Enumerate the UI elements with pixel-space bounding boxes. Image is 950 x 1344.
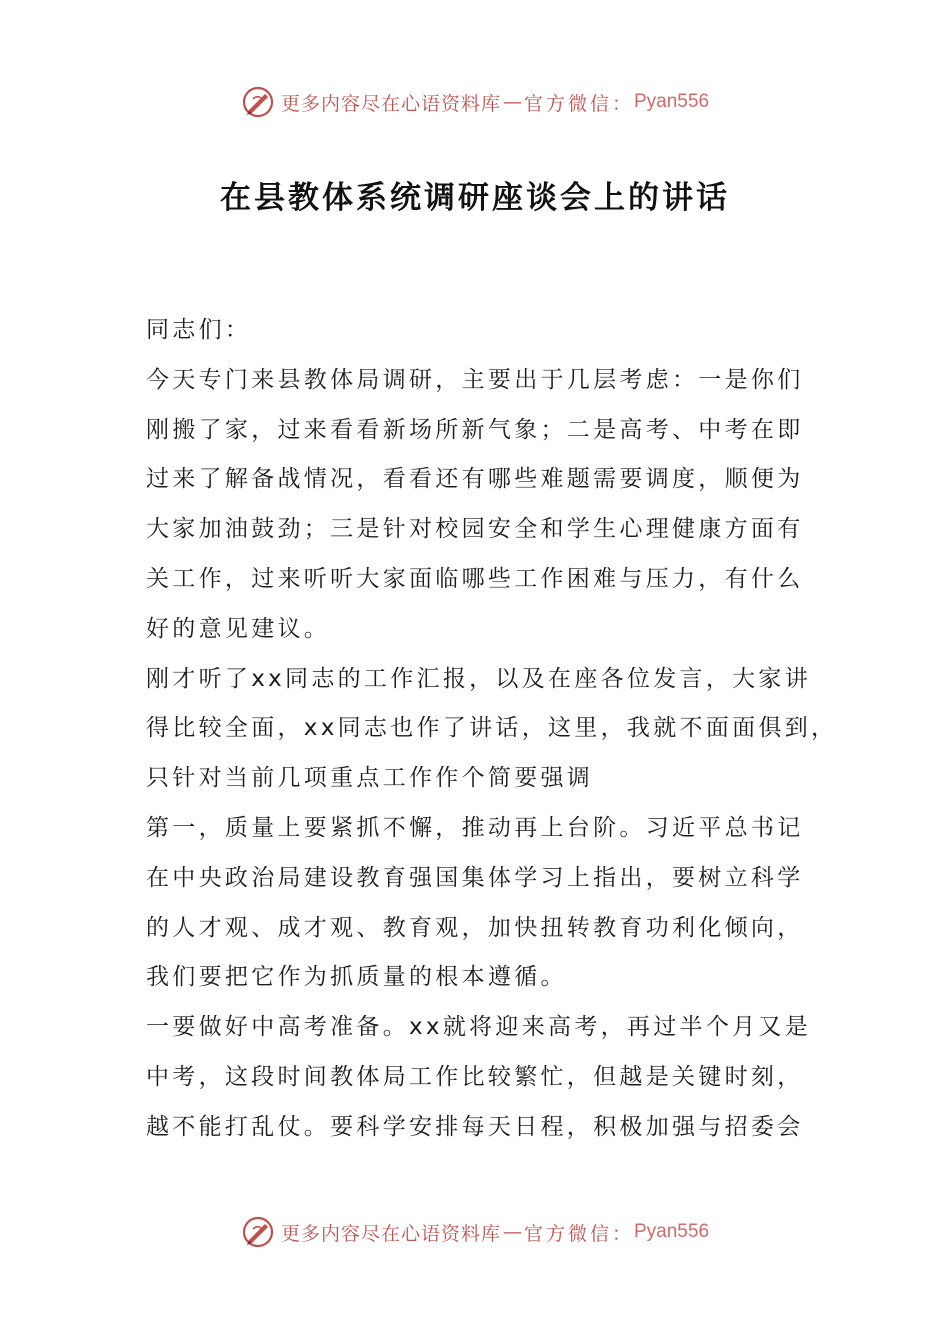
footer-banner [0, 1212, 950, 1252]
body-line: 好的意见建议。 [146, 615, 331, 642]
footer-wechat-label: 官方微信： [523, 1222, 634, 1245]
body-line: 今天专门来县教体局调研，主要出于几层考虑：一是你们 [146, 366, 804, 393]
footer-wechat-id: Pyan556 [634, 1221, 710, 1242]
body-line: 越不能打乱仗。要科学安排每天日程，积极加强与招委会 [146, 1113, 804, 1140]
body-line: 过来了解备战情况，看看还有哪些难题需要调度，顺便为 [146, 466, 804, 493]
body-line: 我们要把它作为抓质量的根本遵循。 [146, 964, 567, 991]
header-wechat-label: 官方微信： [523, 92, 634, 115]
body-line: 只针对当前几项重点工作作个简要强调 [146, 765, 594, 792]
body-line: 刚才听了xx同志的工作汇报，以及在座各位发言，大家讲 [146, 665, 812, 692]
body-line: 一要做好中高考准备。xx就将迎来高考，再过半个月又是 [146, 1014, 812, 1041]
body-line: 第一，质量上要紧抓不懈，推动再上台阶。习近平总书记 [146, 814, 804, 841]
body-line: 刚搬了家，过来看看新场所新气象；二是高考、中考在即 [146, 416, 804, 443]
body-line: 得比较全面，xx同志也作了讲话，这里，我就不面面俱到， [146, 715, 838, 742]
header-banner-text: 更多内容尽在心语资料库 [280, 92, 501, 115]
footer-banner-text: 更多内容尽在心语资料库 [280, 1222, 501, 1245]
footer-separator: — [502, 1221, 522, 1243]
document-title: 在县教体系统调研座谈会上的讲话 [220, 180, 730, 216]
body-line: 同志们： [146, 317, 252, 343]
header-wechat-id: Pyan556 [634, 91, 710, 112]
body-line: 大家加油鼓劲；三是针对校园安全和学生心理健康方面有 [146, 516, 804, 543]
document-body [146, 306, 838, 1153]
pen-logo-icon [241, 1215, 275, 1249]
pen-logo-icon [241, 85, 275, 119]
body-line: 关工作，过来听听大家面临哪些工作困难与压力，有什么 [146, 565, 804, 592]
header-banner [0, 82, 950, 122]
body-line: 在中央政治局建设教育强国集体学习上指出，要树立科学 [146, 864, 804, 891]
body-line: 的人才观、成才观、教育观，加快扭转教育功利化倾向， [146, 914, 804, 941]
header-separator: — [502, 91, 522, 113]
body-line: 中考，这段时间教体局工作比较繁忙，但越是关键时刻， [146, 1063, 804, 1090]
